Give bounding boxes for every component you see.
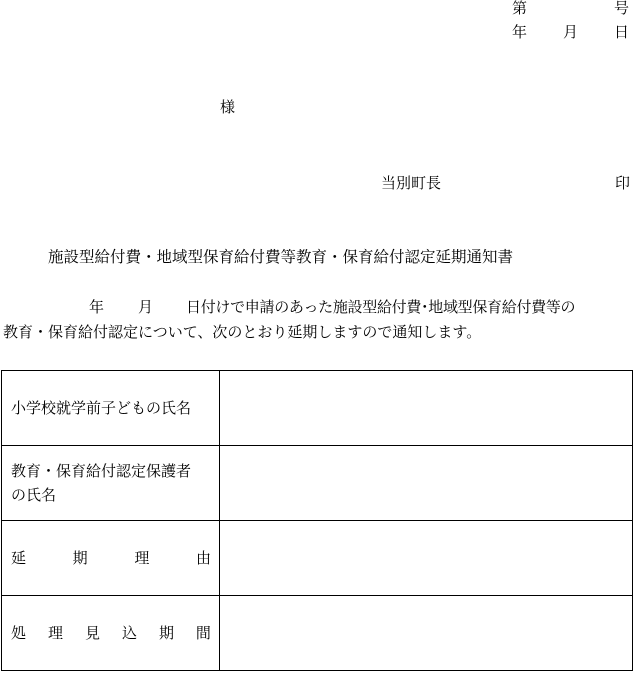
body-line2: 教育・保育給付認定について、次のとおり延期しますので通知します。 [3, 323, 482, 341]
child-name-field[interactable] [220, 371, 633, 446]
guardian-name-field[interactable] [220, 446, 633, 521]
label-char: 延 [11, 549, 27, 567]
info-table [1, 370, 633, 671]
label-char: 期 [158, 624, 174, 642]
number-prefix: 第 [512, 0, 528, 17]
date-day: 日 [613, 23, 629, 41]
label-text: 小学校就学前子どもの氏名 [11, 399, 192, 417]
table-row [2, 596, 633, 671]
label-char: 理 [134, 549, 150, 567]
body-year: 年 [89, 298, 105, 316]
sender-title: 当別町長 [381, 174, 442, 192]
label-char: 見 [84, 624, 100, 642]
table-row [2, 446, 633, 521]
label-char: 込 [121, 624, 137, 642]
date-year: 年 [512, 23, 528, 41]
expected-period-field[interactable] [220, 596, 633, 671]
document-date [512, 22, 629, 42]
label-text-line2: の氏名 [11, 486, 57, 504]
document-number [512, 0, 629, 18]
label-char: 処 [11, 624, 27, 642]
body-month: 月 [138, 298, 154, 316]
row-label-expected-period [2, 596, 220, 671]
recipient-honorific: 様 [220, 98, 236, 116]
document-title: 施設型給付費・地域型保育給付費等教育・保育給付認定延期通知書 [48, 248, 514, 266]
row-label-child-name [2, 371, 220, 446]
label-text-line1: 教育・保育給付認定保護者 [11, 462, 192, 480]
delay-reason-field[interactable] [220, 521, 633, 596]
table-row [2, 521, 633, 596]
label-char: 間 [195, 624, 211, 642]
label-char: 由 [195, 549, 211, 567]
label-char: 期 [72, 549, 88, 567]
seal-mark: 印 [615, 174, 631, 192]
body-line1: 日付けで申請のあった施設型給付費･地域型保育給付費等の [186, 298, 576, 316]
label-char: 理 [47, 624, 63, 642]
table-row [2, 371, 633, 446]
row-label-guardian-name [2, 446, 220, 521]
date-month: 月 [562, 23, 578, 41]
row-label-delay-reason [2, 521, 220, 596]
number-suffix: 号 [613, 0, 629, 17]
